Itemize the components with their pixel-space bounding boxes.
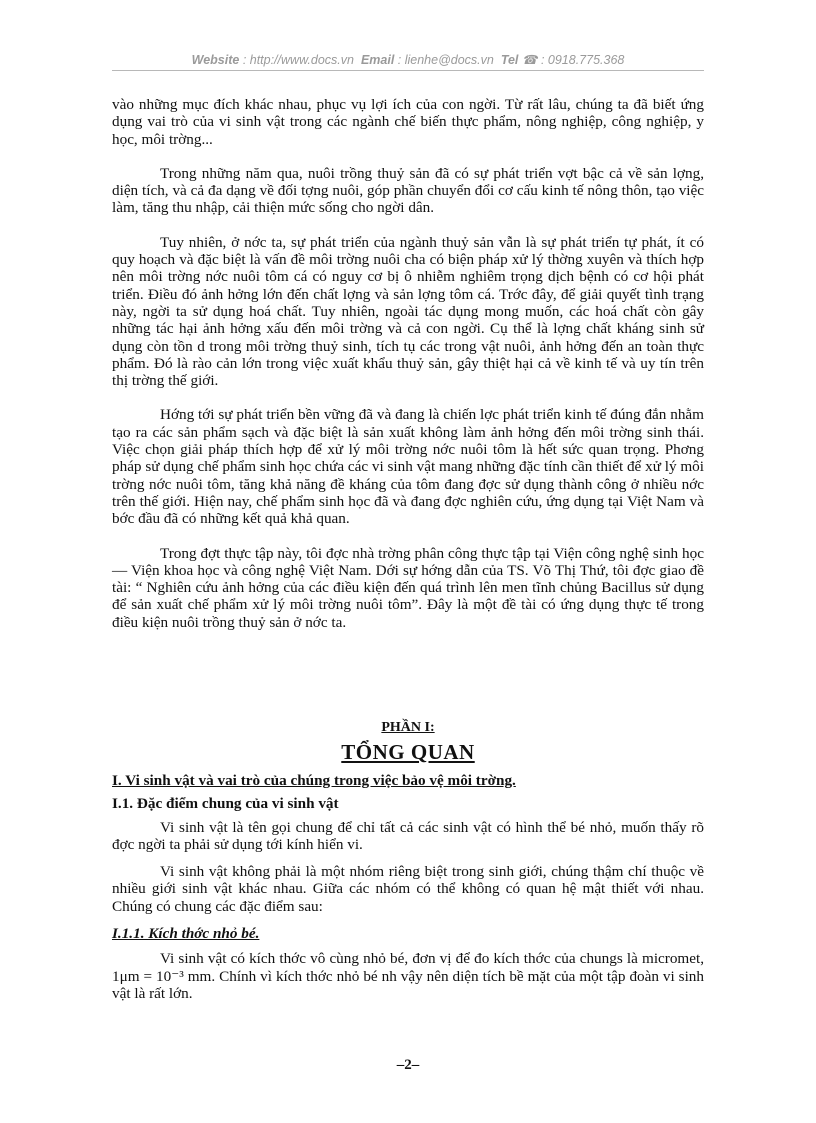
- page-header: [0, 52, 816, 67]
- part-label: PHẦN I:: [381, 720, 435, 735]
- section-content: [112, 772, 704, 1012]
- paragraph: Vi sinh vật không phải là một nhóm riêng biệt trong sinh giới, chúng thậm chí thuộc về nhiều giới sinh vật khác nhau. Giữa các nhóm có thể không có quan hệ mật thiết với nhau. Chúng có chung các đặc điểm sau:: [112, 863, 704, 915]
- body-text: [112, 96, 704, 648]
- paragraph: vào những mục đích khác nhau, phục vụ lợi ích của con ngời. Từ rất lâu, chúng ta đã biết ứng dụng vai trò của vi sinh vật trong các ngành chế biến thực phẩm, nông nghiệp, công nghiệp, y học, môi trờng...: [112, 96, 704, 148]
- subsection-heading: I.1. Đặc điểm chung của vi sinh vật: [112, 795, 339, 813]
- email-address[interactable]: : lienhe@docs.vn: [397, 53, 494, 67]
- part-title: TỔNG QUAN: [341, 740, 475, 764]
- subsubsection-heading: I.1.1. Kích thớc nhỏ bé.: [112, 925, 260, 943]
- header-divider: [112, 70, 704, 71]
- paragraph: Tuy nhiên, ở nớc ta, sự phát triển của ngành thuỷ sản vẫn là sự phát triển tự phát, ít có quy hoạch và đặc biệt là vấn đề môi trờng nuôi cha có biện pháp xử lý thờng xuyên và thích hợp nên môi trờng nớc nuôi tôm cá có nguy cơ bị ô nhiễm nghiêm trọng dịch bệnh có cơ hội phát triển. Điều đó ảnh hởng lớn đến chất lợng và sản lợng tôm cá. Trớc đây, để giải quyết tình trạng này, ngời ta sử dụng hoá chất. Tuy nhiên, ngoài tác dụng mong muốn, các hoá chất còn gây những tác hại ảnh hởng xấu đến môi trờng và cả con ngời. Cụ thể là lợng chất kháng sinh sử dụng còn tồn d trong môi trờng thuỷ sinh, tích tụ các trong vật nuôi, ảnh hởng đến an toàn thực phẩm. Đó là rào cản lớn trong việc xuất khẩu thuỷ sản, gây thiệt hại cả về kinh tế và uy tín trên thị trờng thế giới.: [112, 233, 704, 390]
- part-heading: [112, 720, 704, 765]
- paragraph: Vi sinh vật có kích thớc vô cùng nhỏ bé, đơn vị để đo kích thớc của chungs là micromet, 1μm = 10⁻³ mm. Chính vì kích thớc nhỏ bé nh vậy nên diện tích bề mặt của một tập đoàn vi sinh vật là rất lớn.: [112, 950, 704, 1002]
- section-heading: I. Vi sinh vật và vai trò của chúng trong việc bảo vệ môi trờng.: [112, 772, 516, 789]
- website-url[interactable]: : http://www.docs.vn: [242, 53, 354, 67]
- paragraph: Trong đợt thực tập này, tôi đợc nhà trờng phân công thực tập tại Viện công nghệ sinh học — Viện khoa học và công nghệ Việt Nam. Dới sự hớng dẫn của TS. Võ Thị Thứ, tôi đợc giao đề tài: “ Nghiên cứu ảnh hởng của các điều kiện đến quá trình lên men tĩnh chủng Bacillus sử dụng để sản xuất chế phẩm xử lý môi trờng nuôi tôm”. Đây là một đề tài có ứng dụng thực tế trong điều kiện nuôi trồng thuỷ sản ở nớc ta.: [112, 544, 704, 631]
- paragraph: Vi sinh vật là tên gọi chung để chỉ tất cả các sinh vật có hình thể bé nhỏ, muốn thấy rõ đợc ngời ta phải sử dụng tới kính hiển vi.: [112, 818, 704, 853]
- website-label: Website: [191, 53, 240, 67]
- paragraph: Trong những năm qua, nuôi trồng thuỷ sản đã có sự phát triển vợt bậc cả về sản lợng, diện tích, và cả đa dạng về đối tợng nuôi, góp phần chuyển đổi cơ cấu kinh tế nông thôn, tạo việc làm, tăng thu nhập, cải thiện mức sống cho ngời dân.: [112, 164, 704, 217]
- paragraph: Hớng tới sự phát triển bền vững đã và đang là chiến lợc phát triển kinh tế đúng đắn nhằm tạo ra các sản phẩm sạch và đặc biệt là sản xuất không làm ảnh hởng đến môi trờng sinh thái. Việc chọn giải pháp thích hợp để xử lý môi trờng nớc nuôi tôm là hết sức quan trọng. Phơng pháp sử dụng chế phẩm sinh học chứa các vi sinh vật mang những đặc tính cần thiết để xử lý môi trờng nớc nuôi tôm, tăng khả năng đề kháng của tôm đang đợc sử dụng thành công ở nhiều nớc trên thế giới. Hiện nay, chế phẩm sinh học đã và đang đợc nghiên cứu, ứng dụng tại Việt Nam và bớc đầu đã có những kết quả khả quan.: [112, 406, 704, 528]
- tel-label: Tel: [500, 53, 519, 67]
- phone-number: ☎ : 0918.775.368: [521, 53, 625, 67]
- email-label: Email: [360, 53, 395, 67]
- page-number: –2–: [396, 1057, 420, 1073]
